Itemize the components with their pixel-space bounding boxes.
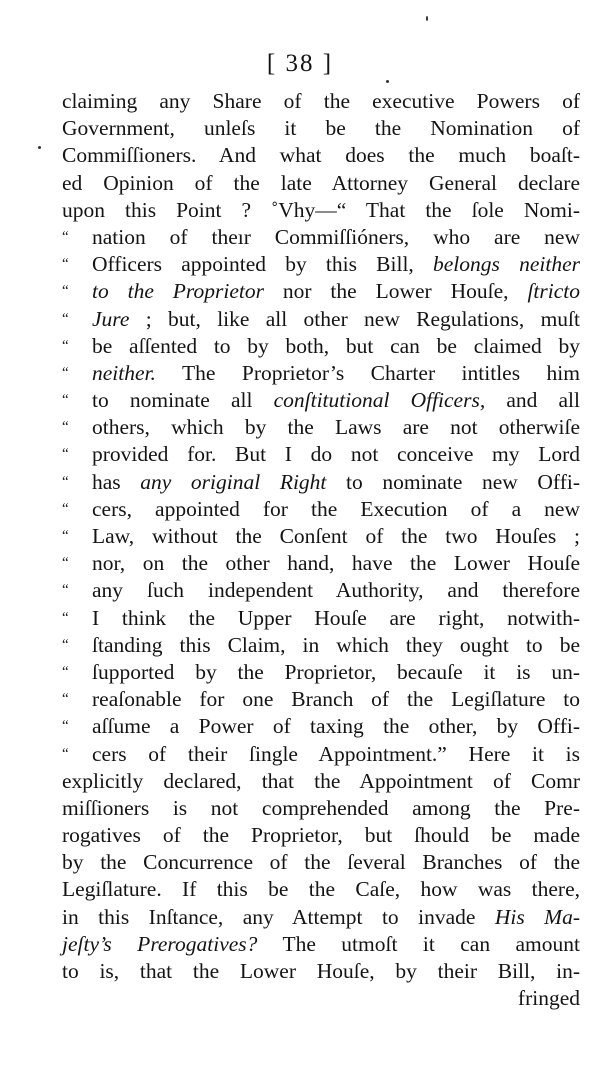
line-text: claiming any Share of the executive Powers of xyxy=(62,89,580,113)
text-line xyxy=(62,768,580,795)
line-text: The Proprietor’s Charter intitles him xyxy=(181,360,580,385)
line-text: ſupported by the Proprietor, becauſe it is un- xyxy=(92,659,580,684)
line-text: cers of their ſingle Appointment.” Here it is xyxy=(92,741,580,766)
line-text: ſtanding this Claim, in which they ought to be xyxy=(92,632,580,657)
line-text: to is, that the Lower Houſe, by their Bill, in- xyxy=(62,959,580,983)
text-line xyxy=(62,170,580,197)
quotation-mark: “ xyxy=(62,256,69,273)
quotation-mark: “ xyxy=(62,582,69,599)
line-text: rogatives of the Proprietor, but ſhould be made xyxy=(62,823,580,848)
text-line xyxy=(62,306,580,333)
line-text: cers, appointed for the Execution of a new xyxy=(92,496,580,521)
text-line xyxy=(62,931,580,958)
ink-speck xyxy=(386,80,389,83)
italic-text: Jure xyxy=(92,306,130,331)
text-line xyxy=(62,550,580,577)
line-text: others, which by the Laws are not otherwiſe xyxy=(92,415,580,440)
text-line xyxy=(62,985,580,1012)
text-line xyxy=(62,360,580,387)
line-text: Legiſlature. If this be the Caſe, how was there, xyxy=(62,877,580,902)
quotation-mark: “ xyxy=(62,283,69,300)
line-text: and all xyxy=(506,388,580,413)
text-line xyxy=(62,197,580,224)
text-line xyxy=(62,333,580,360)
line-text: has xyxy=(92,469,121,494)
text-line xyxy=(62,904,580,931)
text-line xyxy=(62,496,580,523)
text-line xyxy=(62,713,580,740)
line-text: to nominate all xyxy=(92,388,253,413)
quotation-mark: “ xyxy=(62,745,69,762)
text-line xyxy=(62,523,580,550)
italic-text: His Ma- xyxy=(494,904,581,929)
text-line xyxy=(62,577,580,604)
quotation-mark: “ xyxy=(62,636,69,653)
quotation-mark: “ xyxy=(62,663,69,680)
text-line xyxy=(62,224,580,251)
text-line xyxy=(62,958,580,985)
quotation-mark: “ xyxy=(62,392,69,409)
line-text: The utmoſt it can amount xyxy=(282,931,580,956)
line-text: Law, without the Conſent of the two Houſes ; xyxy=(92,524,580,548)
text-line xyxy=(62,741,580,768)
text-line xyxy=(62,251,580,278)
quotation-mark: “ xyxy=(62,691,69,708)
line-text: upon this Point ? ˚Vhy—“ That the ſole Nomi- xyxy=(62,197,580,222)
text-line xyxy=(62,142,580,169)
line-text: to nominate new Offi- xyxy=(346,469,580,494)
quotation-mark: “ xyxy=(62,718,69,735)
text-line xyxy=(62,686,580,713)
line-text: be aſſented to by both, but can be claimed by xyxy=(92,333,580,358)
line-text: ; but, like all other new Regulations, muſt xyxy=(145,306,581,331)
quotation-mark: “ xyxy=(62,528,69,544)
quotation-mark: “ xyxy=(62,446,69,463)
quotation-mark: “ xyxy=(62,555,69,572)
line-text: I think the Upper Houſe are right, notwith- xyxy=(92,605,580,630)
quotation-mark: “ xyxy=(62,310,69,327)
line-text: aſſume a Power of taxing the other, by Offi- xyxy=(92,714,580,739)
ink-speck xyxy=(426,16,428,21)
quotation-mark: “ xyxy=(62,364,69,381)
italic-text: conſtitutional Officers, xyxy=(273,388,486,413)
ink-speck xyxy=(38,146,41,149)
quotation-mark: “ xyxy=(62,228,69,245)
italic-text: any original Right xyxy=(140,469,327,494)
italic-text: neither. xyxy=(92,360,156,385)
text-line xyxy=(62,469,580,496)
text-line xyxy=(62,278,580,305)
line-text: Commiſſioners. And what does the much boaſt- xyxy=(62,143,580,168)
text-line xyxy=(62,659,580,686)
italic-text: jeſty’s Prerogatives? xyxy=(62,931,258,956)
text-line xyxy=(62,414,580,441)
line-text: fringed xyxy=(517,986,580,1011)
quotation-mark: “ xyxy=(62,419,69,436)
line-text: any ſuch independent Authority, and therefore xyxy=(92,578,580,603)
line-text: ed Opinion of the late Attorney General declare xyxy=(62,170,580,195)
line-text: Officers appointed by this Bill, xyxy=(92,252,414,277)
italic-text: belongs neither xyxy=(433,252,580,277)
body-text xyxy=(62,88,580,1012)
line-text: nor the Lower Houſe, xyxy=(282,279,509,304)
text-line xyxy=(62,822,580,849)
line-text: reaſonable for one Branch of the Legiſlature to xyxy=(92,687,580,712)
italic-text: to the Proprietor xyxy=(92,279,264,304)
line-text: provided for. But I do not conceive my Lord xyxy=(92,442,580,467)
text-line xyxy=(62,115,580,142)
line-text: in this Inſtance, any Attempt to invade xyxy=(62,904,476,929)
line-text: by the Concurrence of the ſeveral Branches of the xyxy=(62,850,580,875)
text-line xyxy=(62,605,580,632)
quotation-mark: “ xyxy=(62,473,69,490)
text-line xyxy=(62,88,580,115)
quotation-mark: “ xyxy=(62,609,69,626)
italic-text: ſtricto xyxy=(527,279,580,304)
text-line xyxy=(62,387,580,414)
quotation-mark: “ xyxy=(62,337,69,354)
text-line xyxy=(62,441,580,468)
line-text: miſſioners is not comprehended among the Pre- xyxy=(62,795,580,820)
line-text: explicitly declared, that the Appointment of Comr xyxy=(62,768,580,793)
quotation-mark: “ xyxy=(62,500,69,517)
line-text: Government, unleſs it be the Nomination of xyxy=(62,116,580,141)
line-text: nation of theır Commiſſióners, who are new xyxy=(92,224,580,249)
page-number: [ 38 ] xyxy=(266,50,334,77)
text-line xyxy=(62,632,580,659)
text-line xyxy=(62,876,580,903)
text-line xyxy=(62,849,580,876)
text-line xyxy=(62,795,580,822)
line-text: nor, on the other hand, have the Lower Houſe xyxy=(92,551,580,576)
